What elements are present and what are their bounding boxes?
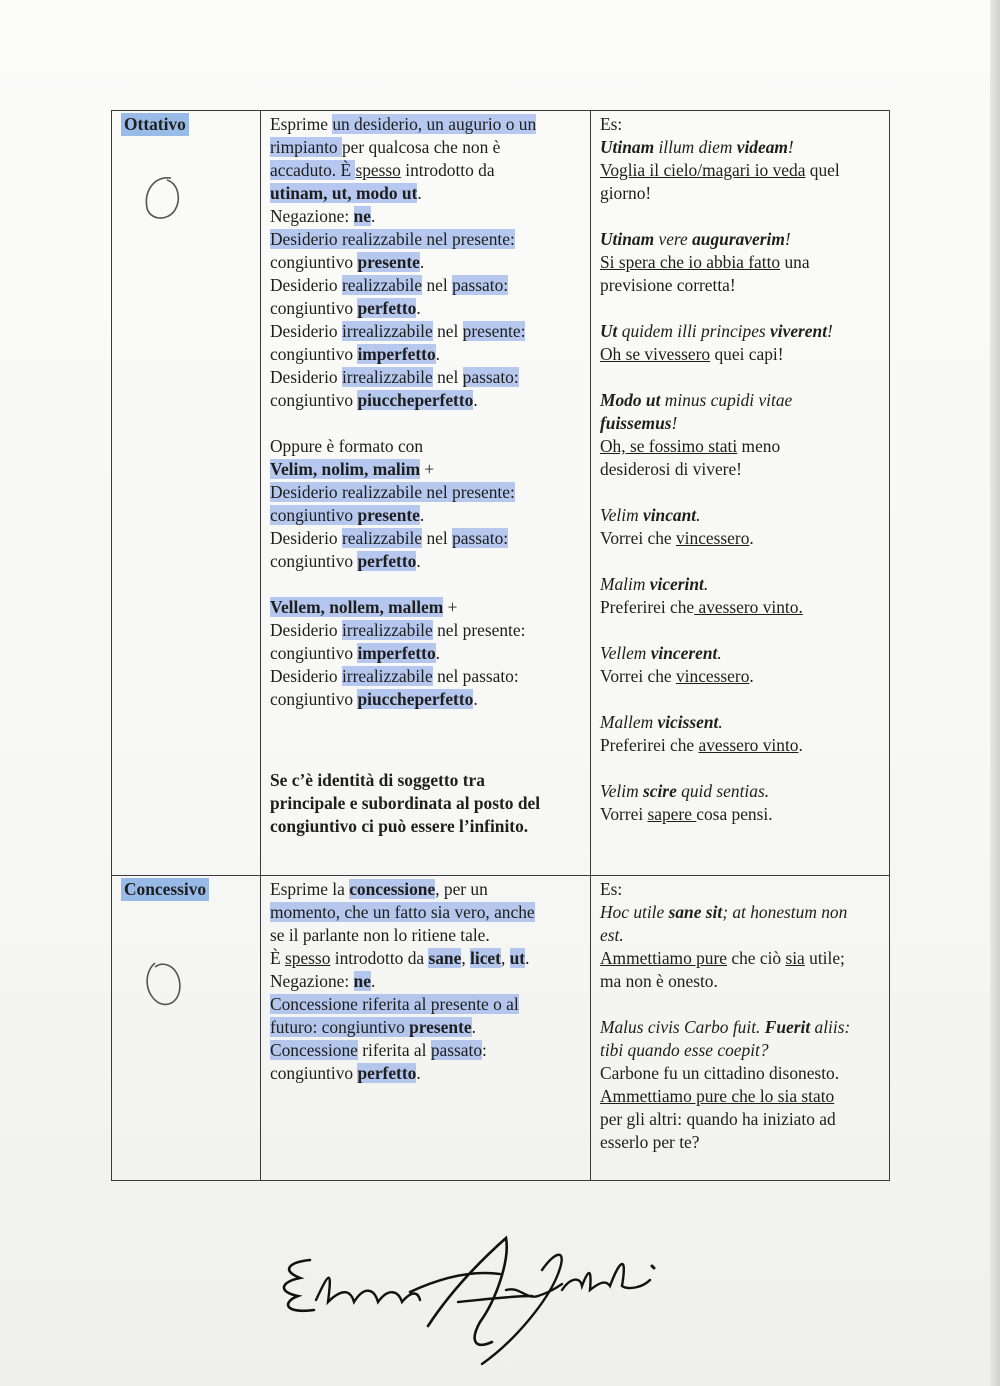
- description-cell-concessivo: Esprime la concessione, per un momento, che un fatto sia vero, anche se il parlante non lo ritiene tale. È spesso introdotto da sane, licet, ut. Negazione: ne. Concessione riferita al presente o al futuro: congiuntivo presente. Concessione riferita al passato: congiuntivo perfetto.: [261, 876, 591, 1181]
- mode-cell-concessivo: [112, 876, 261, 1181]
- pencil-circle-mark: [141, 959, 185, 1009]
- examples-cell-ottativo: Es: Utinam illum diem videam! Voglia il cielo/magari io veda quel giorno! Utinam vere auguraverim! Si spera che io abbia fatto una previsione corretta! Ut quidem illi principes viverent! Oh se vivessero quei capi! Modo ut minus cupidi vitae fuissemus! Oh, se fossimo stati meno desiderosi di vivere! Velim vincant. Vorrei che vincessero. Malim vicerint. Preferirei che avessero vinto. Vellem vincerent. Vorrei che vincessero. Mallem vicissent. Preferirei che avessero vinto. Velim scire quid sentias. Vorrei sapere cosa pensi.: [591, 111, 890, 876]
- table-row-ottativo: [112, 111, 890, 876]
- examples-cell-concessivo: Es: Hoc utile sane sit; at honestum non est. Ammettiamo pure che ciò sia utile; ma non è onesto. Malus civis Carbo fuit. Fuerit aliis: tibi quando esse coepit? Carbone fu un cittadino disonesto. Ammettiamo pure che lo sia stato per gli altri: quando ha iniziato ad esserlo per te?: [591, 876, 890, 1181]
- grammar-table: [111, 110, 890, 1181]
- handwritten-signature: [270, 1230, 670, 1370]
- page-edge: [990, 0, 1000, 1386]
- mode-cell-ottativo: [112, 111, 261, 876]
- description-cell-ottativo: Esprime un desiderio, un augurio o un rimpianto per qualcosa che non è accaduto. È spesso introdotto da utinam, ut, modo ut. Negazione: ne. Desiderio realizzabile nel presente: congiuntivo presente. Desiderio realizzabile nel passato: congiuntivo perfetto. Desiderio irrealizzabile nel presente: congiuntivo imperfetto. Desiderio irrealizzabile nel passato: congiuntivo piuccheperfetto. Oppure è formato con Velim, nolim, malim + Desiderio realizzabile nel presente: congiuntivo presente. Desiderio realizzabile nel passato: congiuntivo perfetto. Vellem, nollem, mallem + Desiderio irrealizzabile nel presente: congiuntivo imperfetto. Desiderio irrealizzabile nel passato: congiuntivo piuccheperfetto. Se c’è identità di soggetto tra principale e subordinata al posto del congiuntivo ci può essere l’infinito.: [261, 111, 591, 876]
- mode-label: Concessivo: [121, 878, 209, 901]
- mode-label: Ottativo: [121, 113, 189, 136]
- pencil-circle-mark: [141, 174, 185, 224]
- table-row-concessivo: [112, 876, 890, 1181]
